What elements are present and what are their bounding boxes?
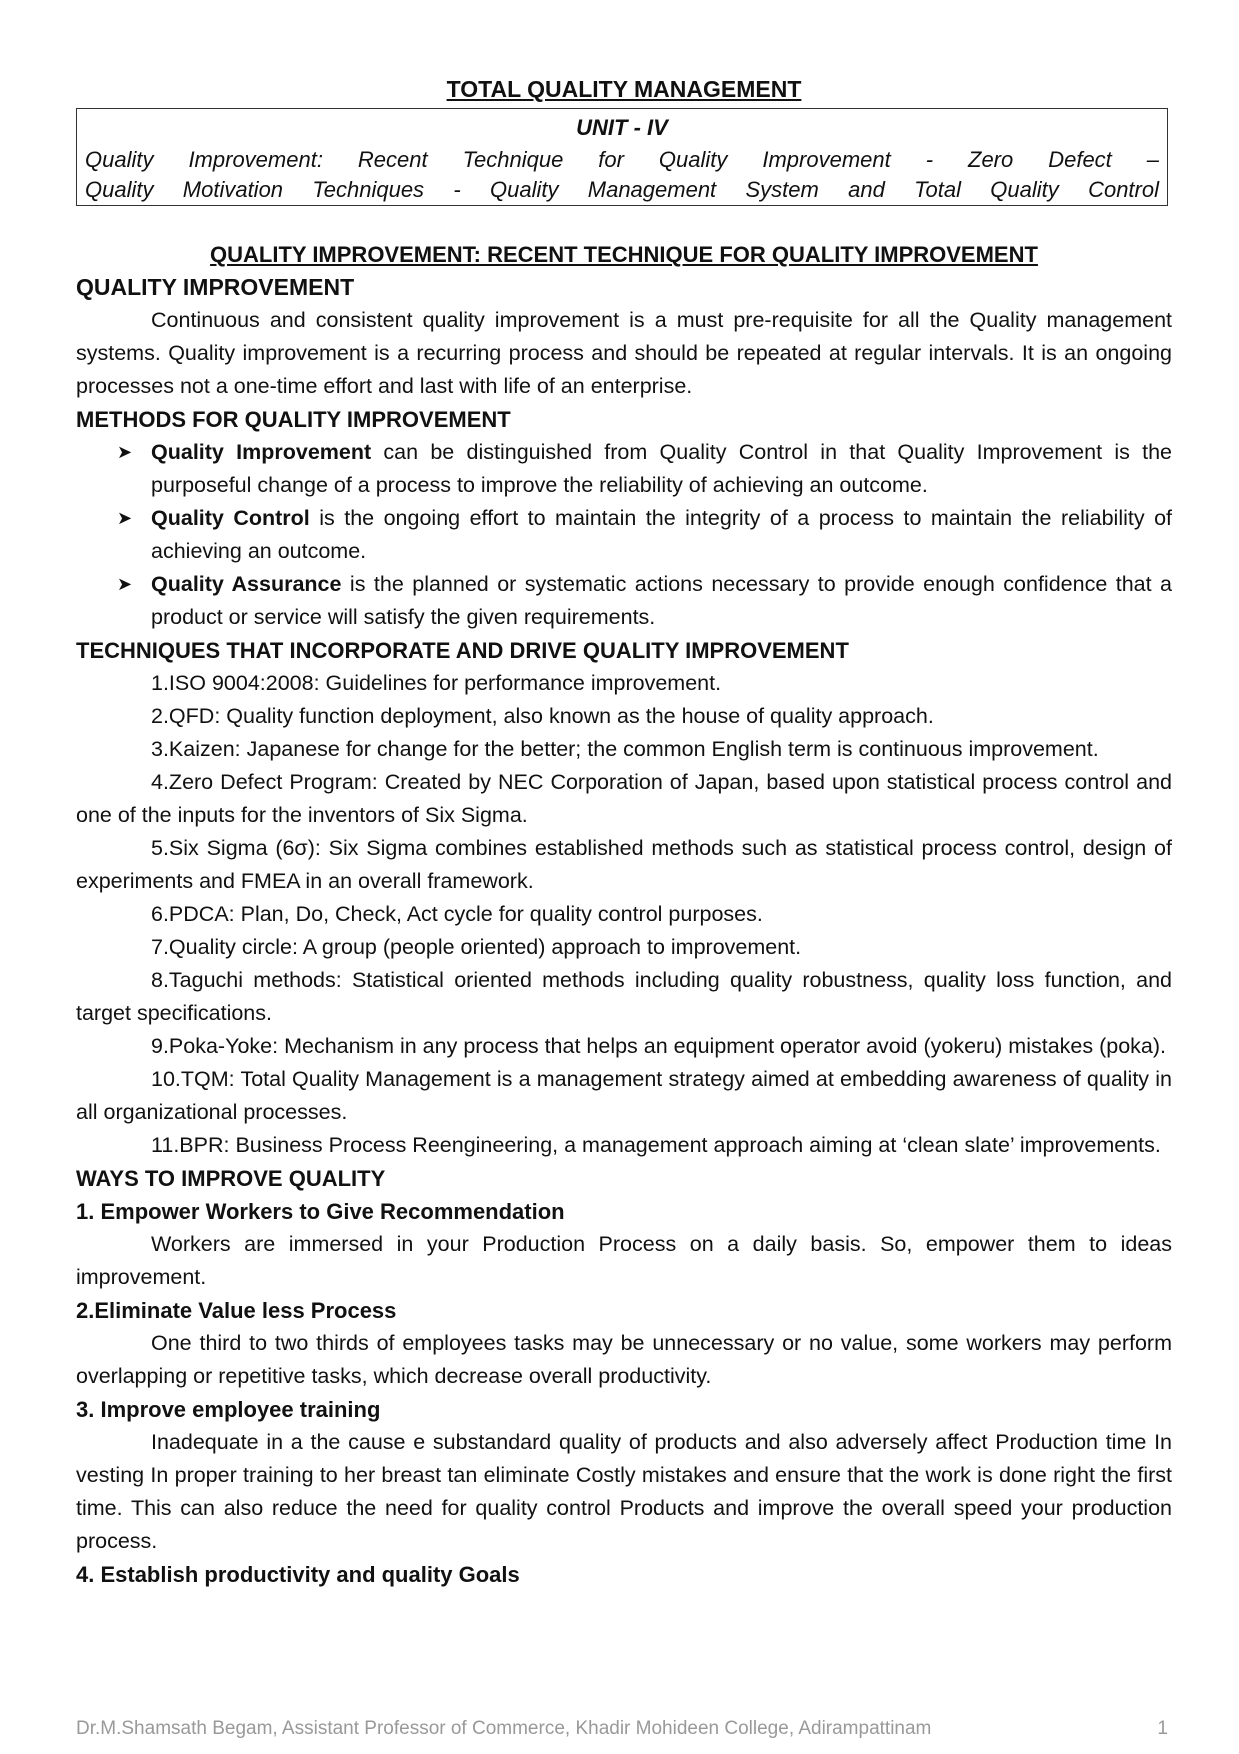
technique-item: 10.TQM: Total Quality Management is a management strategy aimed at embedding awareness of quality in all organizational processes. — [76, 1067, 1172, 1124]
document-body — [76, 238, 1172, 1591]
technique-item: 1.ISO 9004:2008: Guidelines for performance improvement. — [151, 671, 722, 695]
unit-topics-line-1: Quality Improvement: Recent Technique for Quality Improvement - Zero Defect – — [85, 147, 1159, 172]
technique-item: 7.Quality circle: A group (people oriented) approach to improvement. — [151, 935, 802, 959]
arrow-bullet-icon: ➤ — [117, 442, 133, 462]
page-footer — [76, 1718, 1168, 1740]
way-heading: 4. Establish productivity and quality Goals — [76, 1562, 520, 1587]
technique-item: 3.Kaizen: Japanese for change for the better; the common English term is continuous improvement. — [151, 737, 1099, 761]
technique-item: 4.Zero Defect Program: Created by NEC Corporation of Japan, based upon statistical process control and one of the inputs for the inventors of Six Sigma. — [76, 770, 1172, 827]
techniques-heading: TECHNIQUES THAT INCORPORATE AND DRIVE QUALITY IMPROVEMENT — [76, 638, 849, 663]
method-term: Quality Assurance — [151, 572, 342, 596]
page-number: 1 — [1157, 1718, 1168, 1739]
methods-list — [76, 436, 1172, 634]
arrow-bullet-icon: ➤ — [117, 574, 133, 594]
list-item — [76, 568, 1172, 634]
method-text: is the ongoing effort to maintain the integrity of a process to maintain the reliability of achieving an outcome. — [151, 506, 1172, 563]
document-title: TOTAL QUALITY MANAGEMENT — [446, 76, 802, 102]
methods-heading: METHODS FOR QUALITY IMPROVEMENT — [76, 407, 511, 432]
footer-author-text: Dr.M.Shamsath Begam, Assistant Professor of Commerce, Khadir Mohideen College, Adirampattinam — [76, 1718, 932, 1739]
quality-improvement-heading: QUALITY IMPROVEMENT — [76, 274, 355, 300]
technique-item: 6.PDCA: Plan, Do, Check, Act cycle for quality control purposes. — [151, 902, 763, 926]
list-item — [76, 502, 1172, 568]
arrow-bullet-icon: ➤ — [117, 508, 133, 528]
way-paragraph: Workers are immersed in your Production Process on a daily basis. So, empower them to ideas improvement. — [76, 1232, 1172, 1289]
way-heading: 3. Improve employee training — [76, 1397, 381, 1422]
method-text: can be distinguished from Quality Control in that Quality Improvement is the purposeful change of a process to improve the reliability of achieving an outcome. — [151, 440, 1173, 497]
ways-heading: WAYS TO IMPROVE QUALITY — [76, 1166, 386, 1191]
method-term: Quality Improvement — [151, 440, 372, 464]
way-heading: 2.Eliminate Value less Process — [76, 1298, 397, 1323]
section-heading: QUALITY IMPROVEMENT: RECENT TECHNIQUE FOR QUALITY IMPROVEMENT — [210, 242, 1038, 267]
way-heading: 1. Empower Workers to Give Recommendation — [76, 1199, 565, 1224]
technique-item: 2.QFD: Quality function deployment, also known as the house of quality approach. — [151, 704, 934, 728]
unit-summary-box — [76, 108, 1168, 206]
quality-improvement-paragraph: Continuous and consistent quality improvement is a must pre-requisite for all the Quality management systems. Quality improvement is a recurring process and should be repeated at regular intervals. It is an ongoing processes not a one-time effort and last with life of an enterprise. — [76, 308, 1172, 398]
way-paragraph: Inadequate in a the cause e substandard quality of products and also adversely affect Production time In vesting In proper training to her breast tan eliminate Costly mistakes and ensure that the work is done right the first time. This can also reduce the need for quality control Products and improve the overall speed your production process. — [76, 1430, 1172, 1553]
method-text: is the planned or systematic actions necessary to provide enough confidence that a product or service will satisfy the given requirements. — [151, 572, 1173, 629]
unit-topics-line-2: Quality Motivation Techniques - Quality Management System and Total Quality Control — [85, 177, 1159, 202]
technique-item: 11.BPR: Business Process Reengineering, a management approach aiming at ‘clean slate’ improvements. — [151, 1133, 1161, 1157]
way-paragraph: One third to two thirds of employees tasks may be unnecessary or no value, some workers may perform overlapping or repetitive tasks, which decrease overall productivity. — [76, 1331, 1172, 1388]
unit-title: UNIT - IV — [576, 115, 668, 140]
technique-item: 8.Taguchi methods: Statistical oriented methods including quality robustness, quality loss function, and target specifications. — [76, 968, 1172, 1025]
list-item — [76, 436, 1172, 502]
technique-item: 9.Poka-Yoke: Mechanism in any process that helps an equipment operator avoid (yokeru) mistakes (poka). — [151, 1034, 1167, 1058]
method-term: Quality Control — [151, 506, 310, 530]
technique-item: 5.Six Sigma (6σ): Six Sigma combines established methods such as statistical process control, design of experiments and FMEA in an overall framework. — [76, 836, 1172, 893]
